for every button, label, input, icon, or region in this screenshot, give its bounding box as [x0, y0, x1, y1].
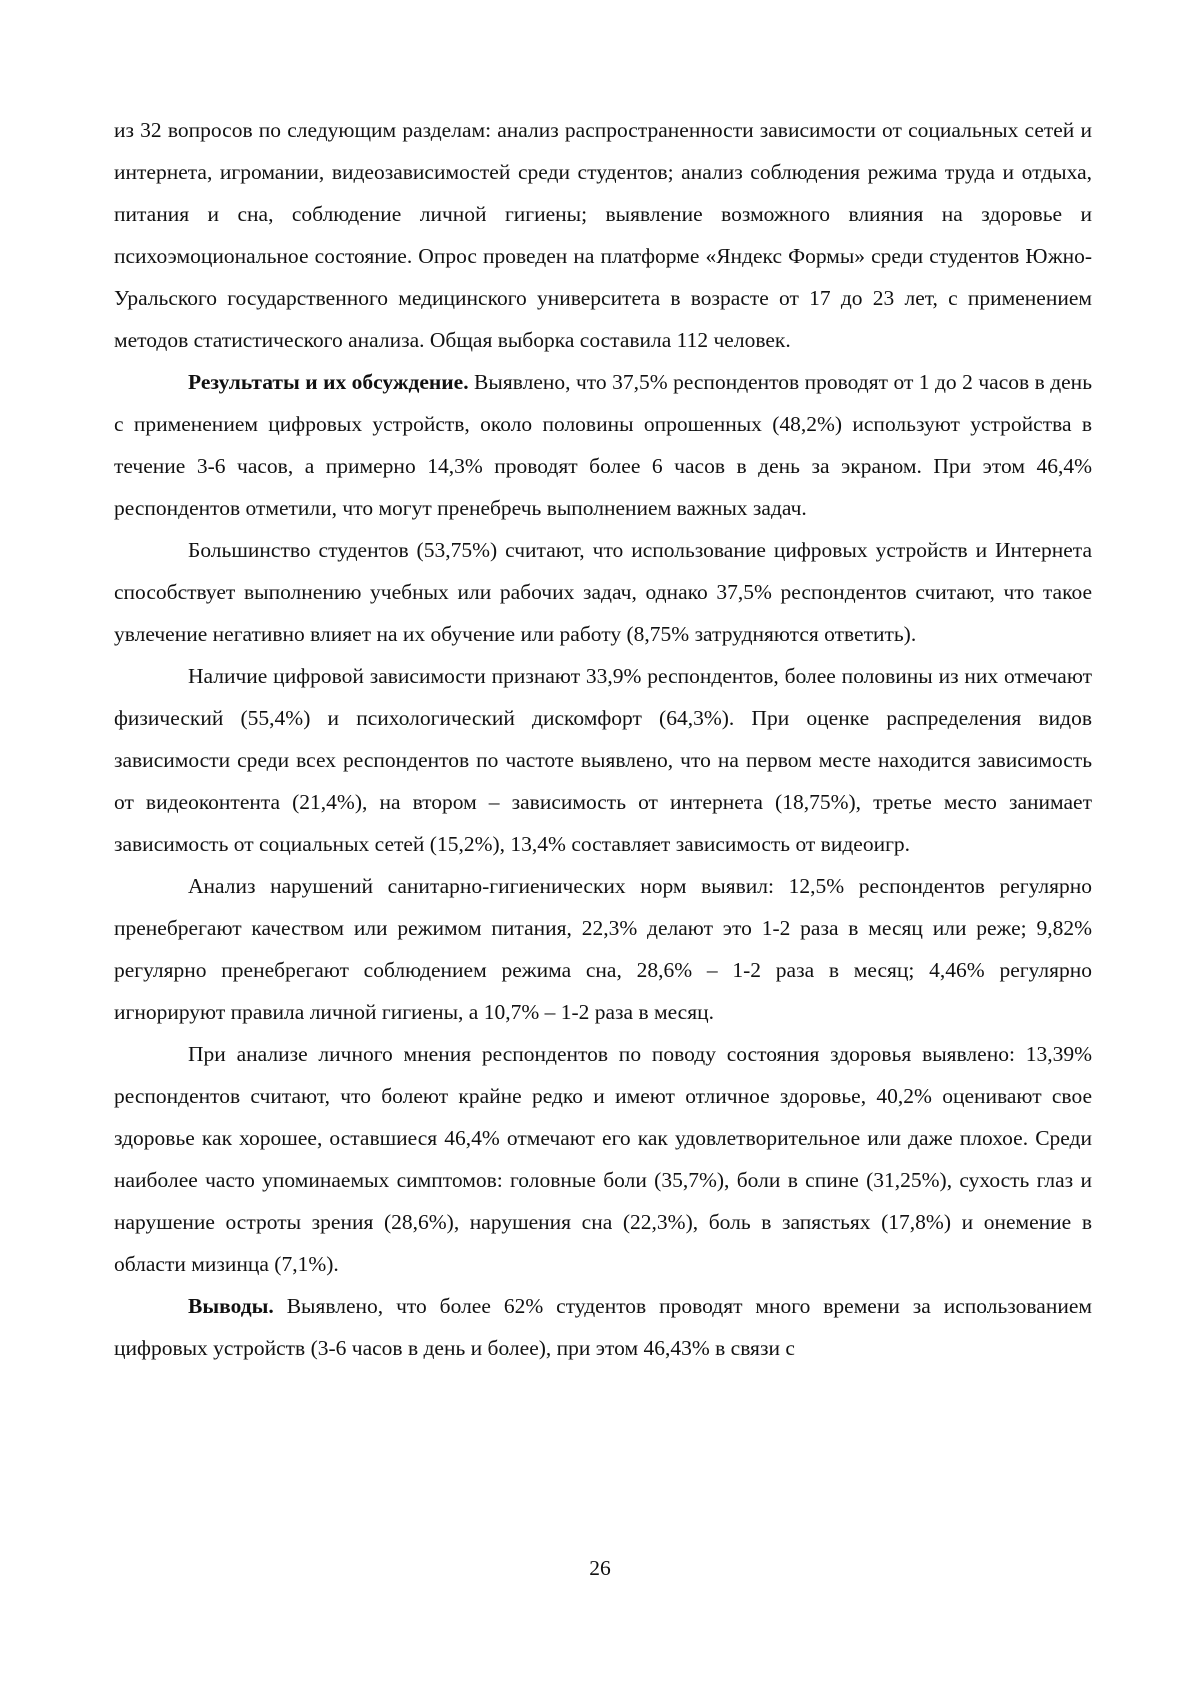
page-number: 26 [589, 1556, 611, 1580]
paragraph-text: Выявлено, что 37,5% респондентов проводят от 1 до 2 часов в день с применением цифровых устройств, около половины опрошенных (48,2%) используют устройства в течение 3-6 часов, а примерно 14,3% проводят более 6 часов в день за экраном. При этом 46,4% респондентов отметили, что могут пренебречь выполнением важных задач. [114, 370, 1092, 520]
paragraph-continuation [114, 109, 1092, 361]
paragraph-text: из 32 вопросов по следующим разделам: анализ распространенности зависимости от социальных сетей и интернета, игромании, видеозависимостей среди студентов; анализ соблюдения режима труда и отдыха, питания и сна, соблюдение личной гигиены; выявление возможного влияния на здоровье и психоэмоциональное состояние. Опрос проведен на платформе «Яндекс Формы» среди студентов Южно-Уральского государственного медицинского университета в возрасте от 17 до 23 лет, с применением методов статистического анализа. Общая выборка составила 112 человек. [114, 118, 1092, 352]
paragraph-majority [114, 529, 1092, 655]
paragraph-text: Выявлено, что более 62% студентов проводят много времени за использованием цифровых устройств (3-6 часов в день и более), при этом 46,43% в связи с [114, 1294, 1092, 1360]
paragraph-text: Большинство студентов (53,75%) считают, что использование цифровых устройств и Интернета способствует выполнению учебных или рабочих задач, однако 37,5% респондентов считают, что такое увлечение негативно влияет на их обучение или работу (8,75% затрудняются ответить). [114, 538, 1092, 646]
paragraph-text: Анализ нарушений санитарно-гигиенических норм выявил: 12,5% респондентов регулярно пренебрегают качеством или режимом питания, 22,3% делают это 1-2 раза в месяц или реже; 9,82% регулярно пренебрегают соблюдением режима сна, 28,6% – 1-2 раза в месяц; 4,46% регулярно игнорируют правила личной гигиены, а 10,7% – 1-2 раза в месяц. [114, 874, 1092, 1024]
paragraph-results [114, 361, 1092, 529]
paragraph-dependency [114, 655, 1092, 865]
paragraph-text: При анализе личного мнения респондентов по поводу состояния здоровья выявлено: 13,39% респондентов считают, что болеют крайне редко и имеют отличное здоровье, 40,2% оценивают свое здоровье как хорошее, оставшиеся 46,4% отмечают его как удовлетворительное или даже плохое. Среди наиболее часто упоминаемых симптомов: головные боли (35,7%), боли в спине (31,25%), сухость глаз и нарушение остроты зрения (28,6%), нарушения сна (22,3%), боль в запястьях (17,8%) и онемение в области мизинца (7,1%). [114, 1042, 1092, 1276]
section-heading-results: Результаты и их обсуждение. [188, 370, 469, 394]
paragraph-hygiene [114, 865, 1092, 1033]
section-heading-conclusions: Выводы. [188, 1294, 274, 1318]
paragraph-conclusions [114, 1285, 1092, 1369]
paragraph-health [114, 1033, 1092, 1285]
paragraph-text: Наличие цифровой зависимости признают 33,9% респондентов, более половины из них отмечают физический (55,4%) и психологический дискомфорт (64,3%). При оценке распределения видов зависимости среди всех респондентов по частоте выявлено, что на первом месте находится зависимость от видеоконтента (21,4%), на втором – зависимость от интернета (18,75%), третье место занимает зависимость от социальных сетей (15,2%), 13,4% составляет зависимость от видеоигр. [114, 664, 1092, 856]
document-body [114, 109, 1092, 1369]
